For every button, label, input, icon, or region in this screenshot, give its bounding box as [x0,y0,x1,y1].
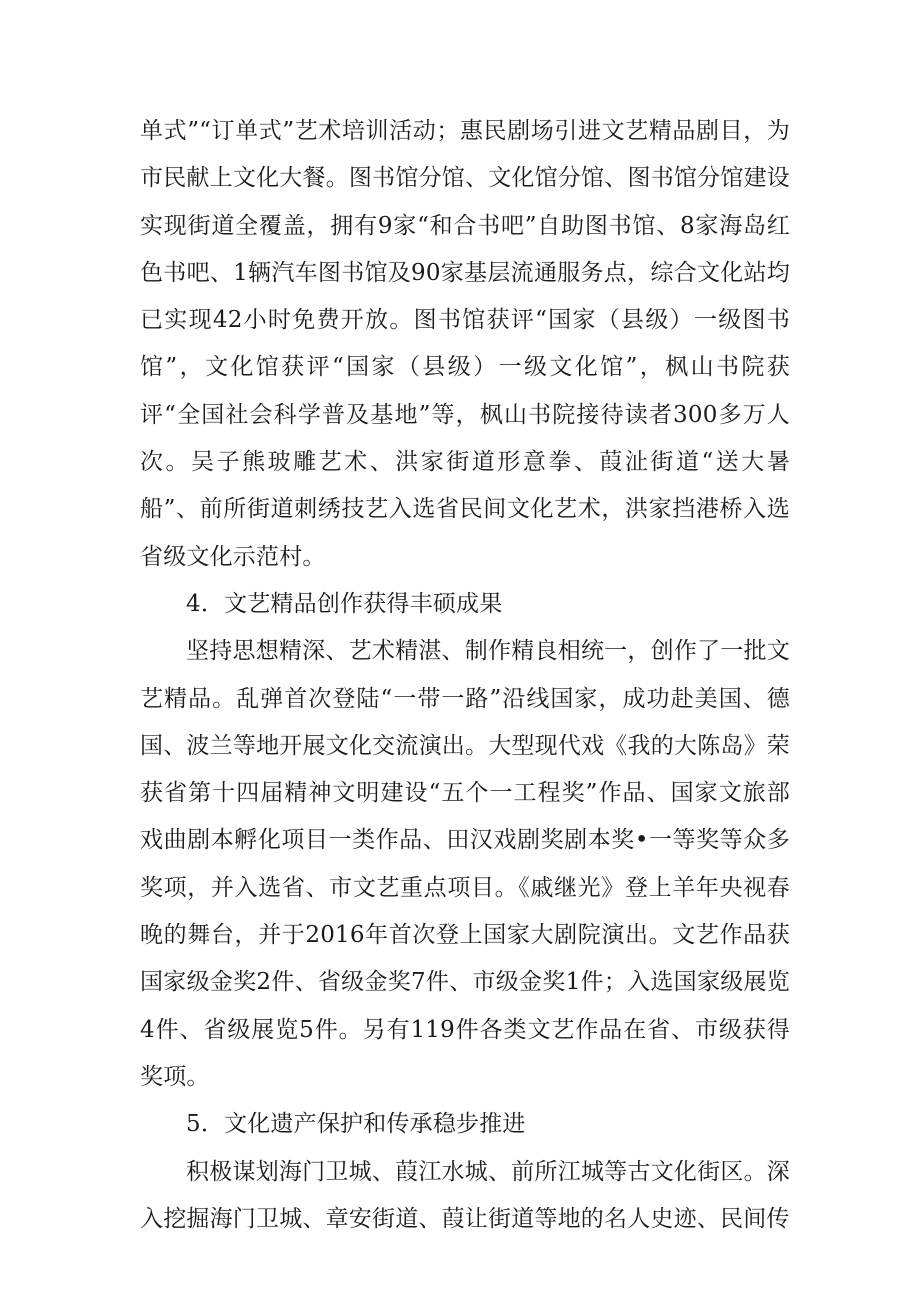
paragraph-heritage: 积极谋划海门卫城、葭江水城、前所江城等古文化街区。深入挖掘海门卫城、章安街道、葭让街道等地的名人史迹、民间传 [140,1158,790,1232]
section-heading-4: 4．文艺精品创作获得丰硕成果 [186,590,503,617]
document-body [140,108,790,1243]
section-heading-5: 5．文化遗产保护和传承稳步推进 [186,1111,526,1138]
paragraph-art-works: 坚持思想精深、艺术精湛、制作精良相统一，创作了一批文艺精品。乱弹首次登陆“一带一路”沿线国家，成功赴美国、德国、波兰等地开展文化交流演出。大型现代戏《我的大陈岛》荣获省第十四届精神文明建设“五个一工程奖”作品、国家文旅部戏曲剧本孵化项目一类作品、田汉戏剧奖剧本奖•一等奖等众多奖项，并入选省、市文艺重点项目。《戚继光》登上羊年央视春晚的舞台，并于2016年首次登上国家大剧院演出。文艺作品获国家级金奖2件、省级金奖7件、市级金奖1件；入选国家级展览4件、省级展览5件。另有119件各类文艺作品在省、市级获得奖项。 [140,638,790,1090]
paragraph-culture-facilities: 单式”“订单式”艺术培训活动；惠民剧场引进文艺精品剧目，为市民献上文化大餐。图书馆分馆、文化馆分馆、图书馆分馆建设实现街道全覆盖，拥有9家“和合书吧”自助图书馆、8家海岛红色书吧、1辆汽车图书馆及90家基层流通服务点，综合文化站均已实现42小时免费开放。图书馆获评“国家（县级）一级图书馆”，文化馆获评“国家（县级）一级文化馆”，枫山书院获评“全国社会科学普及基地”等，枫山书院接待读者300多万人次。吴子熊玻雕艺术、洪家街道形意拳、葭沚街道“送大暑船”、前所街道刺绣技艺入选省民间文化艺术，洪家挡港桥入选省级文化示范村。 [140,118,790,570]
